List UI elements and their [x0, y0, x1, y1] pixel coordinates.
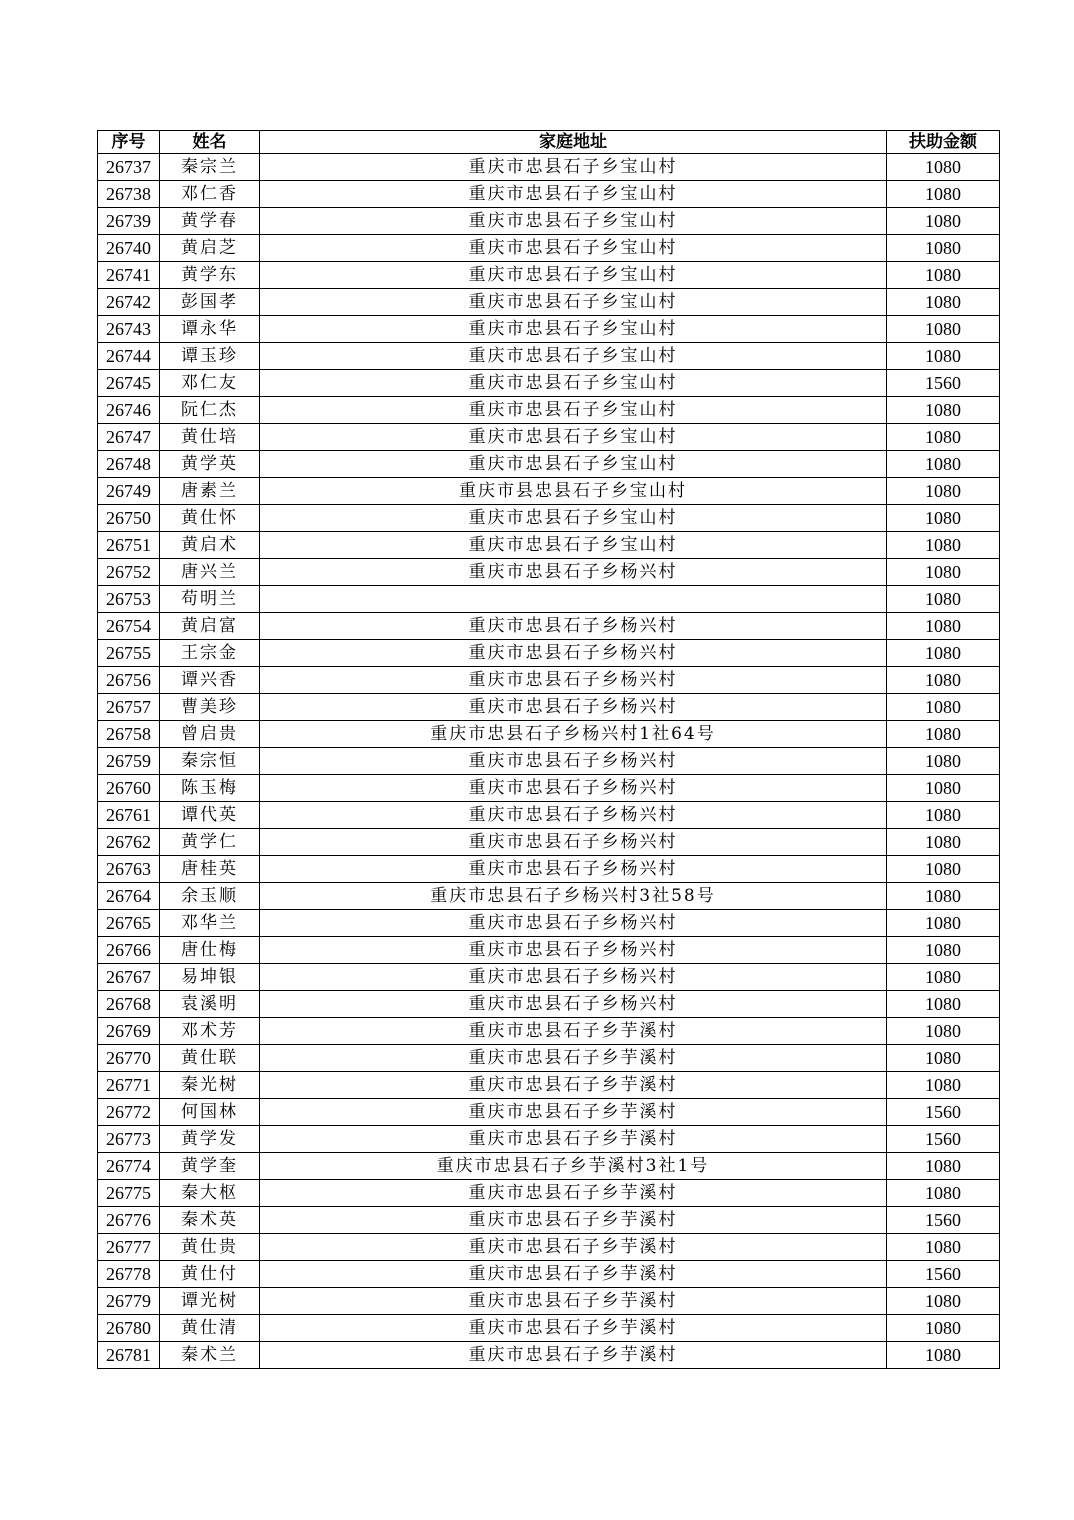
- table-row: [98, 1018, 1000, 1045]
- amount-cell: 1080: [887, 613, 1000, 640]
- amount-cell: 1560: [887, 1099, 1000, 1126]
- address-cell: 重庆市忠县石子乡芋溪村: [260, 1315, 887, 1342]
- table-row: [98, 424, 1000, 451]
- table-row: [98, 262, 1000, 289]
- serial-cell: 26745: [98, 370, 160, 397]
- name-cell: 黄学仁: [160, 829, 260, 856]
- address-cell: 重庆市忠县石子乡宝山村: [260, 424, 887, 451]
- table-row: [98, 1072, 1000, 1099]
- serial-cell: 26746: [98, 397, 160, 424]
- amount-cell: 1080: [887, 1180, 1000, 1207]
- amount-cell: 1080: [887, 910, 1000, 937]
- serial-cell: 26743: [98, 316, 160, 343]
- table-row: [98, 343, 1000, 370]
- amount-cell: 1080: [887, 1018, 1000, 1045]
- amount-cell: 1080: [887, 802, 1000, 829]
- name-cell: 王宗金: [160, 640, 260, 667]
- amount-cell: 1080: [887, 883, 1000, 910]
- serial-cell: 26749: [98, 478, 160, 505]
- name-cell: 黄学奎: [160, 1153, 260, 1180]
- address-cell: 重庆市忠县石子乡芋溪村: [260, 1261, 887, 1288]
- amount-cell: 1080: [887, 667, 1000, 694]
- header-address: 家庭地址: [260, 131, 887, 154]
- amount-cell: 1080: [887, 694, 1000, 721]
- table-row: [98, 1126, 1000, 1153]
- table-row: [98, 586, 1000, 613]
- name-cell: 邓仁香: [160, 181, 260, 208]
- name-cell: 黄启富: [160, 613, 260, 640]
- name-cell: 唐仕梅: [160, 937, 260, 964]
- name-cell: 黄学春: [160, 208, 260, 235]
- table-body: [98, 154, 1000, 1369]
- address-cell: 重庆市忠县石子乡芋溪村: [260, 1072, 887, 1099]
- address-cell: 重庆市忠县石子乡杨兴村: [260, 910, 887, 937]
- amount-cell: 1080: [887, 478, 1000, 505]
- address-cell: 重庆市忠县石子乡宝山村: [260, 505, 887, 532]
- name-cell: 秦术英: [160, 1207, 260, 1234]
- serial-cell: 26742: [98, 289, 160, 316]
- table-row: [98, 478, 1000, 505]
- amount-cell: 1080: [887, 208, 1000, 235]
- address-cell: 重庆市忠县石子乡芋溪村: [260, 1180, 887, 1207]
- name-cell: 黄仕清: [160, 1315, 260, 1342]
- serial-cell: 26737: [98, 154, 160, 181]
- amount-cell: 1080: [887, 451, 1000, 478]
- address-cell: 重庆市忠县石子乡宝山村: [260, 370, 887, 397]
- serial-cell: 26754: [98, 613, 160, 640]
- amount-cell: 1080: [887, 640, 1000, 667]
- name-cell: 秦术兰: [160, 1342, 260, 1369]
- address-cell: 重庆市忠县石子乡杨兴村: [260, 802, 887, 829]
- table-row: [98, 640, 1000, 667]
- serial-cell: 26762: [98, 829, 160, 856]
- address-cell: 重庆市忠县石子乡芋溪村: [260, 1288, 887, 1315]
- serial-cell: 26777: [98, 1234, 160, 1261]
- table-row: [98, 1342, 1000, 1369]
- name-cell: 彭国孝: [160, 289, 260, 316]
- serial-cell: 26766: [98, 937, 160, 964]
- name-cell: 黄仕付: [160, 1261, 260, 1288]
- address-cell: 重庆市忠县石子乡宝山村: [260, 289, 887, 316]
- name-cell: 黄仕培: [160, 424, 260, 451]
- table-row: [98, 1207, 1000, 1234]
- amount-cell: 1080: [887, 559, 1000, 586]
- table-row: [98, 505, 1000, 532]
- serial-cell: 26744: [98, 343, 160, 370]
- name-cell: 黄学英: [160, 451, 260, 478]
- amount-cell: 1080: [887, 586, 1000, 613]
- serial-cell: 26761: [98, 802, 160, 829]
- amount-cell: 1080: [887, 424, 1000, 451]
- header-row: [98, 131, 1000, 154]
- amount-cell: 1080: [887, 1234, 1000, 1261]
- table-row: [98, 289, 1000, 316]
- table-row: [98, 235, 1000, 262]
- address-cell: 重庆市忠县石子乡宝山村: [260, 235, 887, 262]
- table-row: [98, 856, 1000, 883]
- name-cell: 秦宗兰: [160, 154, 260, 181]
- amount-cell: 1080: [887, 1072, 1000, 1099]
- name-cell: 谭代英: [160, 802, 260, 829]
- amount-cell: 1560: [887, 1207, 1000, 1234]
- table-row: [98, 829, 1000, 856]
- serial-cell: 26768: [98, 991, 160, 1018]
- amount-cell: 1560: [887, 370, 1000, 397]
- address-cell: 重庆市忠县石子乡杨兴村: [260, 694, 887, 721]
- address-cell: 重庆市忠县石子乡杨兴村: [260, 748, 887, 775]
- amount-cell: 1080: [887, 721, 1000, 748]
- address-cell: 重庆市忠县石子乡杨兴村: [260, 667, 887, 694]
- name-cell: 秦宗恒: [160, 748, 260, 775]
- serial-cell: 26767: [98, 964, 160, 991]
- amount-cell: 1080: [887, 181, 1000, 208]
- name-cell: 邓仁友: [160, 370, 260, 397]
- name-cell: 谭光树: [160, 1288, 260, 1315]
- table-row: [98, 613, 1000, 640]
- table-row: [98, 721, 1000, 748]
- amount-cell: 1080: [887, 1288, 1000, 1315]
- amount-cell: 1080: [887, 1342, 1000, 1369]
- serial-cell: 26760: [98, 775, 160, 802]
- serial-cell: 26763: [98, 856, 160, 883]
- name-cell: 余玉顺: [160, 883, 260, 910]
- amount-cell: 1080: [887, 316, 1000, 343]
- table-row: [98, 370, 1000, 397]
- table-row: [98, 1153, 1000, 1180]
- table-row: [98, 532, 1000, 559]
- name-cell: 谭永华: [160, 316, 260, 343]
- name-cell: 何国林: [160, 1099, 260, 1126]
- address-cell: 重庆市忠县石子乡宝山村: [260, 343, 887, 370]
- table-row: [98, 451, 1000, 478]
- address-cell: 重庆市忠县石子乡杨兴村: [260, 775, 887, 802]
- address-cell: 重庆市忠县石子乡杨兴村: [260, 613, 887, 640]
- table-row: [98, 910, 1000, 937]
- name-cell: 唐桂英: [160, 856, 260, 883]
- serial-cell: 26770: [98, 1045, 160, 1072]
- amount-cell: 1080: [887, 937, 1000, 964]
- address-cell: 重庆市忠县石子乡芋溪村: [260, 1099, 887, 1126]
- serial-cell: 26773: [98, 1126, 160, 1153]
- name-cell: 苟明兰: [160, 586, 260, 613]
- table-row: [98, 937, 1000, 964]
- name-cell: 黄学发: [160, 1126, 260, 1153]
- name-cell: 曹美珍: [160, 694, 260, 721]
- address-cell: 重庆市忠县石子乡芋溪村: [260, 1045, 887, 1072]
- serial-cell: 26759: [98, 748, 160, 775]
- table-row: [98, 748, 1000, 775]
- amount-cell: 1080: [887, 829, 1000, 856]
- address-cell: 重庆市忠县石子乡杨兴村1社64号: [260, 721, 887, 748]
- serial-cell: 26748: [98, 451, 160, 478]
- address-cell: 重庆市忠县石子乡芋溪村: [260, 1234, 887, 1261]
- serial-cell: 26756: [98, 667, 160, 694]
- amount-cell: 1080: [887, 748, 1000, 775]
- address-cell: 重庆市忠县石子乡芋溪村: [260, 1126, 887, 1153]
- serial-cell: 26776: [98, 1207, 160, 1234]
- serial-cell: 26757: [98, 694, 160, 721]
- table-row: [98, 1180, 1000, 1207]
- address-cell: 重庆市忠县石子乡杨兴村: [260, 964, 887, 991]
- table-row: [98, 1045, 1000, 1072]
- address-cell: 重庆市忠县石子乡杨兴村: [260, 991, 887, 1018]
- serial-cell: 26775: [98, 1180, 160, 1207]
- header-amount: 扶助金额: [887, 131, 1000, 154]
- table-row: [98, 667, 1000, 694]
- table-row: [98, 991, 1000, 1018]
- table-row: [98, 316, 1000, 343]
- address-cell: 重庆市忠县石子乡宝山村: [260, 316, 887, 343]
- name-cell: 易坤银: [160, 964, 260, 991]
- address-cell: 重庆市忠县石子乡杨兴村: [260, 829, 887, 856]
- address-cell: 重庆市忠县石子乡芋溪村: [260, 1207, 887, 1234]
- name-cell: 唐兴兰: [160, 559, 260, 586]
- address-cell: 重庆市忠县石子乡杨兴村: [260, 937, 887, 964]
- serial-cell: 26750: [98, 505, 160, 532]
- table-row: [98, 1261, 1000, 1288]
- assistance-table: [97, 130, 1000, 1369]
- address-cell: 重庆市忠县石子乡芋溪村: [260, 1342, 887, 1369]
- name-cell: 黄仕联: [160, 1045, 260, 1072]
- name-cell: 黄仕怀: [160, 505, 260, 532]
- serial-cell: 26780: [98, 1315, 160, 1342]
- address-cell: 重庆市忠县石子乡宝山村: [260, 532, 887, 559]
- table-row: [98, 694, 1000, 721]
- name-cell: 谭兴香: [160, 667, 260, 694]
- header-name: 姓名: [160, 131, 260, 154]
- serial-cell: 26758: [98, 721, 160, 748]
- address-cell: 重庆市忠县石子乡芋溪村: [260, 1018, 887, 1045]
- amount-cell: 1080: [887, 775, 1000, 802]
- address-cell: 重庆市忠县石子乡杨兴村3社58号: [260, 883, 887, 910]
- name-cell: 秦大枢: [160, 1180, 260, 1207]
- name-cell: 谭玉珍: [160, 343, 260, 370]
- address-cell: 重庆市忠县石子乡杨兴村: [260, 559, 887, 586]
- amount-cell: 1080: [887, 505, 1000, 532]
- name-cell: 曾启贵: [160, 721, 260, 748]
- serial-cell: 26765: [98, 910, 160, 937]
- serial-cell: 26779: [98, 1288, 160, 1315]
- amount-cell: 1080: [887, 856, 1000, 883]
- header-serial: 序号: [98, 131, 160, 154]
- address-cell: 重庆市忠县石子乡杨兴村: [260, 640, 887, 667]
- table-row: [98, 802, 1000, 829]
- table-row: [98, 775, 1000, 802]
- table-row: [98, 883, 1000, 910]
- serial-cell: 26753: [98, 586, 160, 613]
- table-row: [98, 397, 1000, 424]
- table-row: [98, 1288, 1000, 1315]
- amount-cell: 1560: [887, 1126, 1000, 1153]
- address-cell: 重庆市忠县石子乡宝山村: [260, 154, 887, 181]
- serial-cell: 26740: [98, 235, 160, 262]
- amount-cell: 1080: [887, 397, 1000, 424]
- serial-cell: 26764: [98, 883, 160, 910]
- name-cell: 黄仕贵: [160, 1234, 260, 1261]
- name-cell: 邓术芳: [160, 1018, 260, 1045]
- amount-cell: 1080: [887, 235, 1000, 262]
- amount-cell: 1080: [887, 262, 1000, 289]
- address-cell: 重庆市忠县石子乡宝山村: [260, 451, 887, 478]
- address-cell: 重庆市忠县石子乡芋溪村3社1号: [260, 1153, 887, 1180]
- serial-cell: 26755: [98, 640, 160, 667]
- table-row: [98, 208, 1000, 235]
- amount-cell: 1080: [887, 289, 1000, 316]
- table-row: [98, 1234, 1000, 1261]
- amount-cell: 1080: [887, 532, 1000, 559]
- name-cell: 阮仁杰: [160, 397, 260, 424]
- address-cell: 重庆市忠县石子乡杨兴村: [260, 856, 887, 883]
- address-cell: 重庆市县忠县石子乡宝山村: [260, 478, 887, 505]
- table-row: [98, 154, 1000, 181]
- address-cell: [260, 586, 887, 613]
- table-row: [98, 1315, 1000, 1342]
- serial-cell: 26747: [98, 424, 160, 451]
- serial-cell: 26752: [98, 559, 160, 586]
- table-row: [98, 1099, 1000, 1126]
- address-cell: 重庆市忠县石子乡宝山村: [260, 208, 887, 235]
- address-cell: 重庆市忠县石子乡宝山村: [260, 397, 887, 424]
- serial-cell: 26741: [98, 262, 160, 289]
- serial-cell: 26771: [98, 1072, 160, 1099]
- amount-cell: 1080: [887, 1045, 1000, 1072]
- table-row: [98, 964, 1000, 991]
- table-row: [98, 559, 1000, 586]
- name-cell: 秦光树: [160, 1072, 260, 1099]
- amount-cell: 1560: [887, 1261, 1000, 1288]
- name-cell: 袁溪明: [160, 991, 260, 1018]
- address-cell: 重庆市忠县石子乡宝山村: [260, 181, 887, 208]
- amount-cell: 1080: [887, 1315, 1000, 1342]
- serial-cell: 26774: [98, 1153, 160, 1180]
- name-cell: 陈玉梅: [160, 775, 260, 802]
- serial-cell: 26781: [98, 1342, 160, 1369]
- name-cell: 唐素兰: [160, 478, 260, 505]
- serial-cell: 26778: [98, 1261, 160, 1288]
- amount-cell: 1080: [887, 964, 1000, 991]
- serial-cell: 26738: [98, 181, 160, 208]
- serial-cell: 26751: [98, 532, 160, 559]
- name-cell: 邓华兰: [160, 910, 260, 937]
- amount-cell: 1080: [887, 1153, 1000, 1180]
- amount-cell: 1080: [887, 154, 1000, 181]
- name-cell: 黄启术: [160, 532, 260, 559]
- serial-cell: 26739: [98, 208, 160, 235]
- amount-cell: 1080: [887, 343, 1000, 370]
- address-cell: 重庆市忠县石子乡宝山村: [260, 262, 887, 289]
- amount-cell: 1080: [887, 991, 1000, 1018]
- name-cell: 黄学东: [160, 262, 260, 289]
- name-cell: 黄启芝: [160, 235, 260, 262]
- serial-cell: 26769: [98, 1018, 160, 1045]
- serial-cell: 26772: [98, 1099, 160, 1126]
- table-row: [98, 181, 1000, 208]
